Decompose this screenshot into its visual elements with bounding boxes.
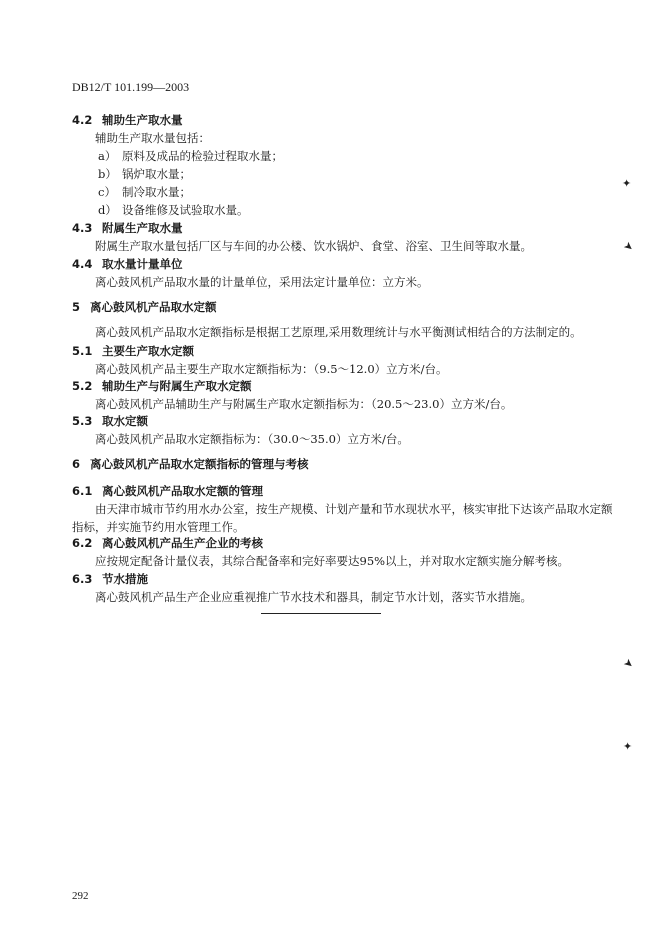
section-number: 6.3 xyxy=(72,572,93,586)
scan-mark-icon: ➤ xyxy=(620,655,637,672)
paragraph: 离心鼓风机产品主要生产取水定额指标为：（9.5～12.0）立方米/台。 xyxy=(95,362,448,376)
section-4-3-heading xyxy=(72,221,183,235)
paragraph: 应按规定配备计量仪表，其综合配备率和完好率要达95%以上，并对取水定额实施分解考核。 xyxy=(95,554,570,568)
section-number: 5.1 xyxy=(72,344,93,358)
section-number: 4.3 xyxy=(72,221,93,235)
list-text: 原料及成品的检验过程取水量； xyxy=(122,149,283,163)
paragraph: 由天津市城市节约用水办公室，按生产规模、计划产量和节水现状水平，核实审批下达该产品取水定额 xyxy=(95,502,613,516)
paragraph-continuation: 指标，并实施节约用水管理工作。 xyxy=(72,520,245,534)
section-6-3-heading xyxy=(72,572,148,586)
section-number: 6.1 xyxy=(72,484,93,498)
section-title: 附属生产取水量 xyxy=(102,221,183,235)
list-marker: d） xyxy=(98,203,117,217)
section-title: 离心鼓风机产品生产企业的考核 xyxy=(102,536,263,550)
paragraph: 离心鼓风机产品取水量的计量单位，采用法定计量单位：立方米。 xyxy=(95,275,429,289)
section-title: 取水量计量单位 xyxy=(102,257,183,271)
section-title: 离心鼓风机产品取水定额 xyxy=(90,300,217,314)
section-title: 取水定额 xyxy=(102,414,148,428)
section-5-3-heading xyxy=(72,414,148,428)
section-title: 辅助生产与附属生产取水定额 xyxy=(102,379,252,393)
list-text: 锅炉取水量； xyxy=(122,167,191,181)
section-6-heading xyxy=(72,457,309,471)
section-title: 辅助生产取水量 xyxy=(102,113,183,127)
list-marker: c） xyxy=(98,185,116,199)
section-5-1-heading xyxy=(72,344,194,358)
scan-mark-icon: ✦ xyxy=(623,740,633,753)
scan-mark-icon: ➤ xyxy=(620,238,637,255)
paragraph: 离心鼓风机产品取水定额指标为：（30.0～35.0）立方米/台。 xyxy=(95,432,409,446)
section-6-2-heading xyxy=(72,536,263,550)
section-4-4-heading xyxy=(72,257,183,271)
section-number: 5 xyxy=(72,300,81,314)
list-text: 设备维修及试验取水量。 xyxy=(122,203,249,217)
list-marker: a） xyxy=(98,149,117,163)
paragraph: 离心鼓风机产品生产企业应重视推广节水技术和器具，制定节水计划，落实节水措施。 xyxy=(95,590,532,604)
list-marker: b） xyxy=(98,167,117,181)
section-title: 离心鼓风机产品取水定额指标的管理与考核 xyxy=(90,457,309,471)
section-5-2-heading xyxy=(72,379,252,393)
list-item xyxy=(98,149,283,163)
list-text: 制冷取水量； xyxy=(122,185,191,199)
section-6-1-heading xyxy=(72,484,263,498)
section-title: 离心鼓风机产品取水定额的管理 xyxy=(102,484,263,498)
section-number: 4.4 xyxy=(72,257,93,271)
section-number: 6.2 xyxy=(72,536,93,550)
paragraph: 辅助生产取水量包括： xyxy=(95,131,210,145)
standard-id: DB12/T 101.199—2003 xyxy=(72,80,190,94)
section-number: 5.2 xyxy=(72,379,93,393)
list-item xyxy=(98,203,249,217)
section-4-2-heading xyxy=(72,113,183,127)
list-item xyxy=(98,185,191,199)
section-number: 4.2 xyxy=(72,113,93,127)
section-title: 主要生产取水定额 xyxy=(102,344,194,358)
section-title: 节水措施 xyxy=(102,572,148,586)
section-number: 5.3 xyxy=(72,414,93,428)
paragraph: 离心鼓风机产品辅助生产与附属生产取水定额指标为：（20.5～23.0）立方米/台。 xyxy=(95,397,513,411)
paragraph: 附属生产取水量包括厂区与车间的办公楼、饮水锅炉、食堂、浴室、卫生间等取水量。 xyxy=(95,239,532,253)
list-item xyxy=(98,167,191,181)
page-number: 292 xyxy=(72,890,89,902)
paragraph: 离心鼓风机产品取水定额指标是根据工艺原理,采用数理统计与水平衡测试相结合的方法制定的。 xyxy=(95,325,582,339)
section-5-heading xyxy=(72,300,217,314)
end-rule xyxy=(261,613,381,614)
section-number: 6 xyxy=(72,457,81,471)
scan-mark-icon: ✦ xyxy=(622,177,632,190)
